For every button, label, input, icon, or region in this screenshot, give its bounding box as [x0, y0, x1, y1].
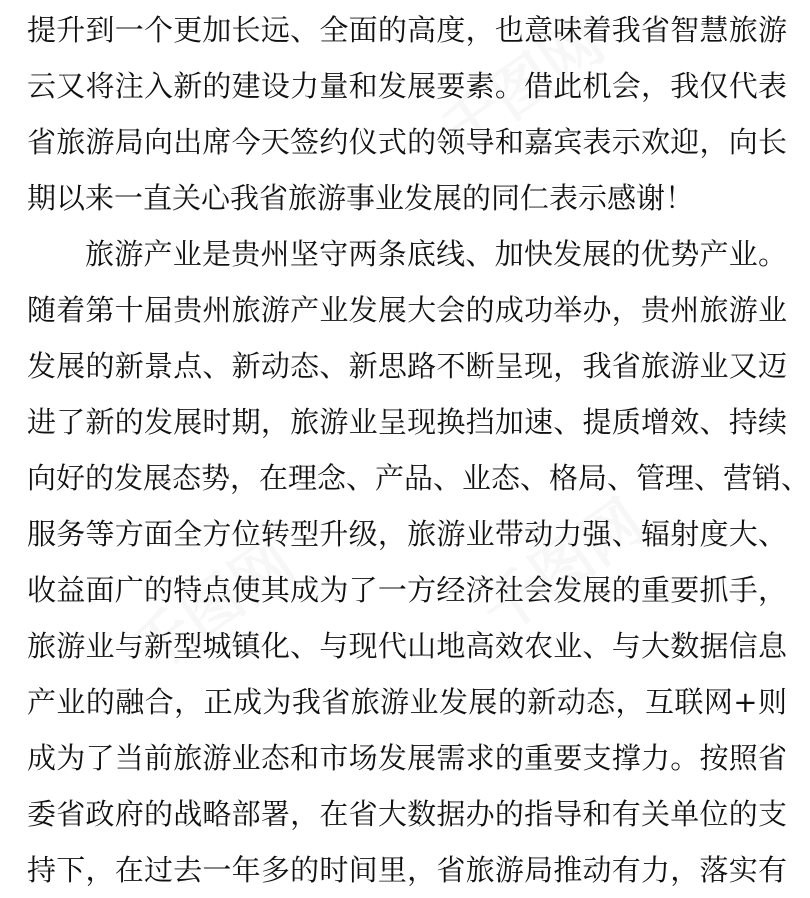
text-line: 提升到一个更加长远、全面的高度，也意味着我省智慧旅游 [27, 13, 787, 47]
text-line: 进了新的发展时期，旅游业呈现换挡加速、提质增效、持续 [27, 405, 787, 439]
text-line: 云又将注入新的建设力量和发展要素。借此机会，我仅代表 [27, 69, 787, 103]
text-line: 随着第十届贵州旅游产业发展大会的成功举办，贵州旅游业 [27, 293, 787, 327]
text-line: 期以来一直关心我省旅游事业发展的同仁表示感谢！ [27, 181, 695, 215]
text-line: 旅游业与新型城镇化、与现代山地高效农业、与大数据信息 [27, 629, 787, 663]
watermark: 千图网 [429, 6, 617, 168]
text-line: 收益面广的特点使其成为了一方经济社会发展的重要抓手， [27, 573, 787, 607]
document-body [27, 2, 810, 898]
text-line: 产业的融合，正成为我省旅游业发展的新动态，互联网+则 [27, 685, 787, 719]
text-line: 委省政府的战略部署，在省大数据办的指导和有关单位的支 [27, 797, 787, 831]
text-line: 省旅游局向出席今天签约仪式的领导和嘉宾表示欢迎，向长 [27, 125, 787, 159]
text-line: 向好的发展态势，在理念、产品、业态、格局、管理、营销、 [27, 461, 810, 495]
text-line: 发展的新景点、新动态、新思路不断呈现，我省旅游业又迈 [27, 349, 787, 383]
text-line: 成为了当前旅游业态和市场发展需求的重要支撑力。按照省 [27, 741, 787, 775]
paragraph-first-line: 旅游产业是贵州坚守两条底线、加快发展的优势产业。 [85, 237, 787, 271]
watermark: 千图网 [469, 486, 657, 648]
text-line: 服务等方面全方位转型升级，旅游业带动力强、辐射度大、 [27, 517, 787, 551]
text-line: 持下，在过去一年多的时间里，省旅游局推动有力，落实有 [27, 853, 787, 887]
watermark: 千图网 [119, 526, 307, 688]
